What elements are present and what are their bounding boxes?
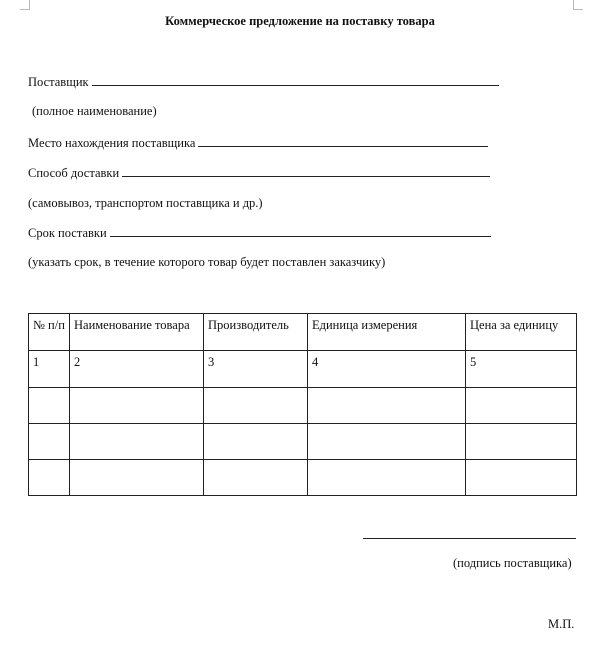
field-term	[28, 226, 491, 241]
table-header-cell: № п/п	[29, 314, 70, 351]
table-row	[29, 424, 577, 460]
page-corner-mark-left	[20, 0, 30, 10]
field-term-hint: (указать срок, в течение которого товар будет поставлен заказчику)	[28, 255, 386, 269]
field-supplier-hint: (полное наименование)	[32, 104, 157, 118]
table-cell: 3	[204, 351, 308, 388]
field-location	[28, 136, 488, 151]
document-title: Коммерческое предложение на поставку товара	[165, 14, 435, 28]
table-cell[interactable]	[308, 388, 466, 424]
table-cell[interactable]	[204, 388, 308, 424]
table-cell: 1	[29, 351, 70, 388]
table-cell[interactable]	[204, 424, 308, 460]
signature-line[interactable]	[363, 538, 576, 539]
field-delivery-label: Способ доставки	[28, 166, 120, 180]
signature-caption: (подпись поставщика)	[453, 556, 572, 570]
table-cell[interactable]	[308, 460, 466, 496]
table-header-cell: Цена за единицу	[466, 314, 577, 351]
stamp-label: М.П.	[548, 617, 575, 631]
field-location-blank[interactable]	[198, 136, 488, 147]
table-cell[interactable]	[204, 460, 308, 496]
table-cell[interactable]	[29, 388, 70, 424]
field-supplier-blank[interactable]	[92, 75, 499, 86]
field-supplier	[28, 75, 499, 90]
table-row	[29, 388, 577, 424]
field-location-label: Место нахождения поставщика	[28, 136, 196, 150]
table-header-row	[29, 314, 577, 351]
table-header-cell: Производитель	[204, 314, 308, 351]
table-cell: 5	[466, 351, 577, 388]
table-cell[interactable]	[29, 424, 70, 460]
table-cell[interactable]	[466, 388, 577, 424]
table-header-cell: Наименование товара	[70, 314, 204, 351]
table-cell: 2	[70, 351, 204, 388]
field-term-label: Срок поставки	[28, 226, 107, 240]
table-cell[interactable]	[70, 388, 204, 424]
table-cell[interactable]	[70, 424, 204, 460]
table-cell[interactable]	[466, 424, 577, 460]
field-delivery-blank[interactable]	[122, 166, 490, 177]
table-numbering-row	[29, 351, 577, 388]
table-cell: 4	[308, 351, 466, 388]
table-cell[interactable]	[29, 460, 70, 496]
table-cell[interactable]	[466, 460, 577, 496]
table-row	[29, 460, 577, 496]
field-delivery-hint: (самовывоз, транспортом поставщика и др.)	[28, 196, 263, 210]
field-term-blank[interactable]	[110, 226, 491, 237]
table-cell[interactable]	[70, 460, 204, 496]
table-cell[interactable]	[308, 424, 466, 460]
goods-table	[28, 313, 577, 496]
field-delivery	[28, 166, 490, 181]
table-header-cell: Единица измерения	[308, 314, 466, 351]
field-supplier-label: Поставщик	[28, 75, 89, 89]
page-corner-mark-right	[573, 0, 583, 10]
